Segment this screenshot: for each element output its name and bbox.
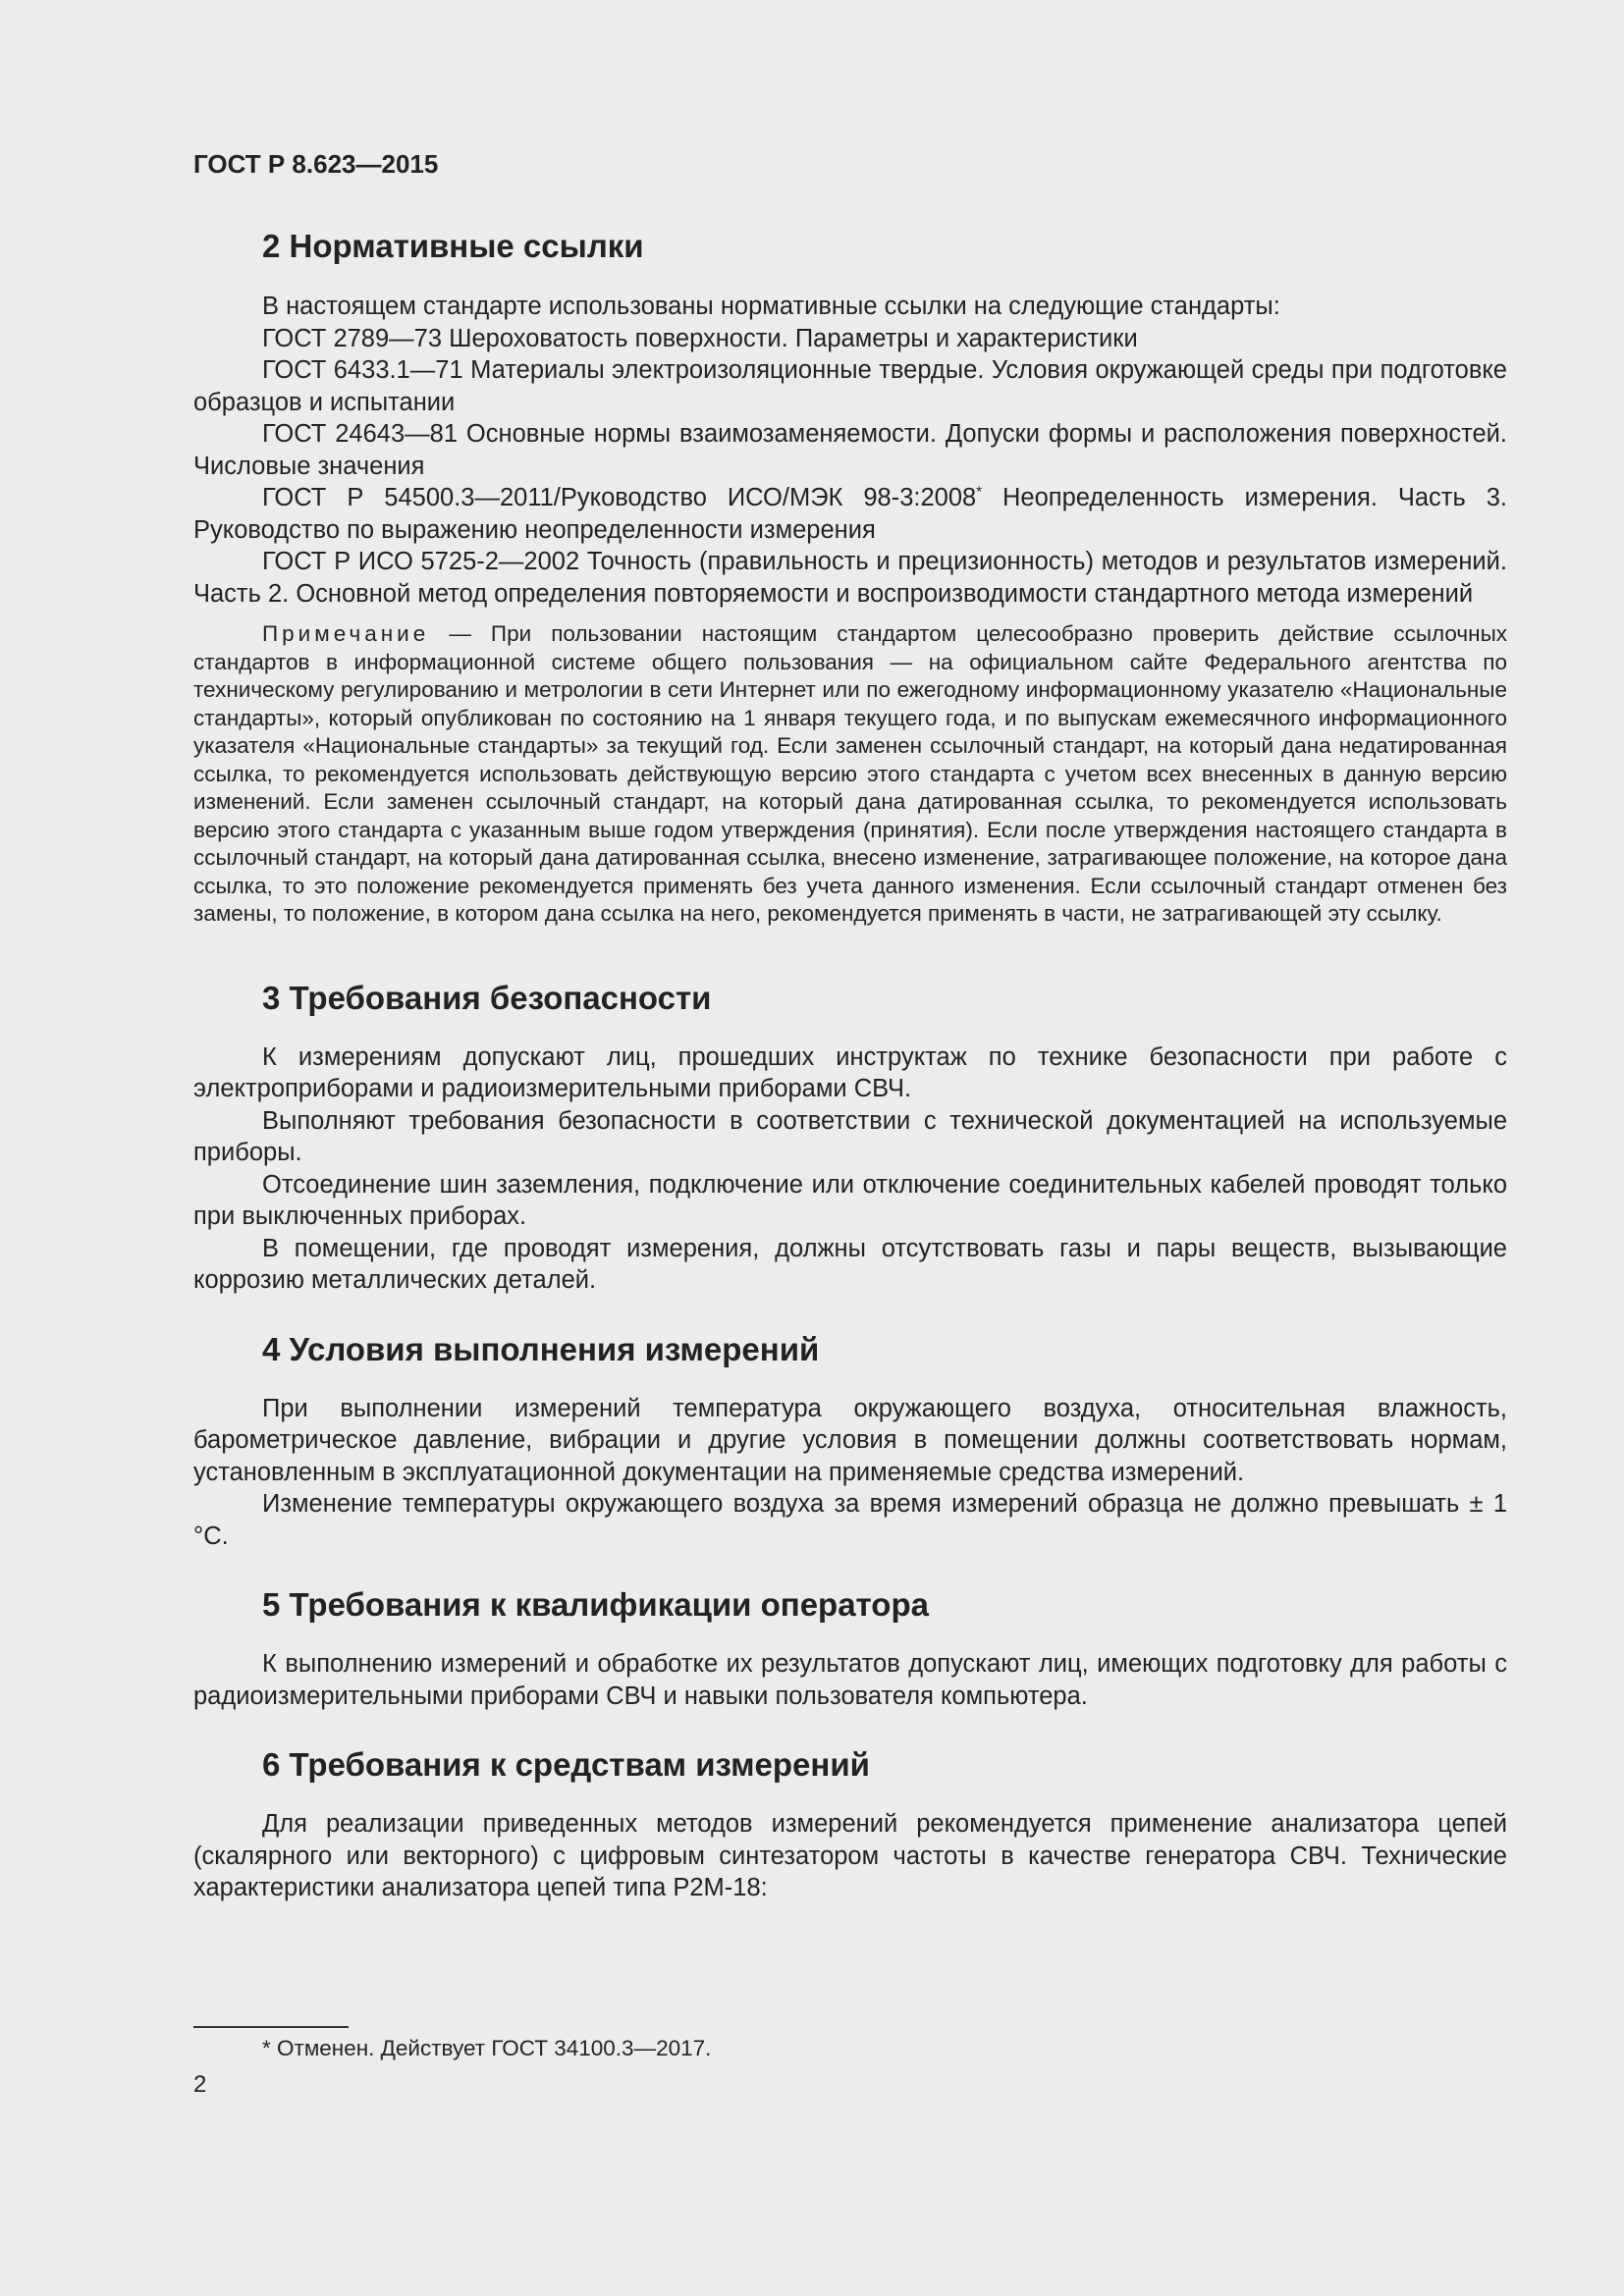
footnote: * Отменен. Действует ГОСТ 34100.3—2017.: [262, 2036, 712, 2060]
paragraph: К измерениям допускают лиц, прошедших инструктаж по технике безопасности при работе с электроприборами и радиоизмерительными приборами СВЧ.: [193, 1042, 1507, 1102]
paragraph: В помещении, где проводят измерения, должны отсутствовать газы и пары веществ, вызывающие коррозию металлических деталей.: [193, 1234, 1507, 1294]
reference-item: ГОСТ 2789—73 Шероховатость поверхности. Параметры и характеристики: [262, 324, 1138, 352]
paragraph: Выполняют требования безопасности в соответствии с технической документацией на используемые приборы.: [193, 1106, 1507, 1166]
section-normative-references: [193, 227, 1507, 929]
note-label: Примечание: [262, 621, 430, 646]
reference-item: ГОСТ 24643—81 Основные нормы взаимозаменяемости. Допуски формы и расположения поверхностей. Числовые значения: [193, 420, 1507, 480]
paragraph: При выполнении измерений температура окружающего воздуха, относительная влажность, барометрическое давление, вибрации и другие условия в помещении должны соответствовать нормам, установленным в эксплуатационной документации на применяемые средства измерений.: [193, 1394, 1507, 1486]
section-title: 4 Условия выполнения измерений: [262, 1330, 820, 1367]
paragraph: Отсоединение шин заземления, подключение или отключение соединительных кабелей проводят только при выключенных приборах.: [193, 1170, 1507, 1230]
section-title: 2 Нормативные ссылки: [262, 228, 644, 264]
section-title: 3 Требования безопасности: [262, 979, 712, 1016]
reference-item: [193, 482, 1507, 546]
section-measurement-conditions: [193, 1330, 1507, 1553]
document-header: ГОСТ Р 8.623—2015: [193, 149, 439, 179]
paragraph: В настоящем стандарте использованы нормативные ссылки на следующие стандарты:: [262, 293, 1280, 320]
section-safety: [193, 979, 1507, 1297]
section-title: 5 Требования к квалификации оператора: [262, 1586, 929, 1623]
reference-text: ГОСТ Р 54500.3—2011/Руководство ИСО/МЭК 98-3:2008: [262, 484, 977, 511]
section-title: 6 Требования к средствам измерений: [262, 1746, 870, 1783]
section-operator-qualification: [193, 1585, 1507, 1712]
paragraph: К выполнению измерений и обработке их результатов допускают лиц, имеющих подготовку для работы с радиоизмерительными приборами СВЧ и навыки пользователя компьютера.: [193, 1650, 1507, 1710]
paragraph: Изменение температуры окружающего воздуха за время измерений образца не должно превышать ± 1 °С.: [193, 1490, 1507, 1550]
paragraph: Для реализации приведенных методов измерений рекомендуется применение анализатора цепей (скалярного или векторного) с цифровым синтезатором частоты в качестве генератора СВЧ. Технические характеристики анализатора цепей типа Р2М-18:: [193, 1810, 1507, 1901]
reference-text: Неопределенность измерения. Часть 3. Руководство по выражению неопределенности измерения: [193, 484, 1507, 544]
footnote-marker: *: [976, 483, 983, 501]
reference-item: ГОСТ Р ИСО 5725-2—2002 Точность (правильность и прецизионность) методов и результатов измерений. Часть 2. Основной метод определения повторяемости и воспроизводимости стандартного метода измерений: [193, 548, 1507, 608]
page-number: 2: [193, 2071, 207, 2098]
reference-item: ГОСТ 6433.1—71 Материалы электроизоляционные твердые. Условия окружающей среды при подготовке образцов и испытании: [193, 356, 1507, 416]
page-content: [193, 147, 1507, 1904]
footnote-divider: [193, 2026, 349, 2028]
note: [193, 620, 1507, 929]
section-measuring-instruments: [193, 1745, 1507, 1904]
note-text: — При пользовании настоящим стандартом целесообразно проверить действие ссылочных стандартов в информационной системе общего пользования — на официальном сайте Федерального агентства по техническому регулированию и метрологии в сети Интернет или по ежегодному информационному указателю «Национальные стандарты», который опубликован по состоянию на 1 января текущего года, и по выпускам ежемесячного информационного указателя «Национальные стандарты» за текущий год. Если заменен ссылочный стандарт, на который дана недатированная ссылка, то рекомендуется использовать действующую версию этого стандарта с учетом всех внесенных в данную версию изменений. Если заменен ссылочный стандарт, на который дана датированная ссылка, то рекомендуется использовать версию этого стандарта с указанным выше годом утверждения (принятия). Если после утверждения настоящего стандарта в ссылочный стандарт, на который дана датированная ссылка, внесено изменение, затрагивающее положение, на которое дана ссылка, то это положение рекомендуется применять без учета данного изменения. Если ссылочный стандарт отменен без замены, то положение, в котором дана ссылка на него, рекомендуется применять в части, не затрагивающей эту ссылку.: [193, 621, 1507, 926]
